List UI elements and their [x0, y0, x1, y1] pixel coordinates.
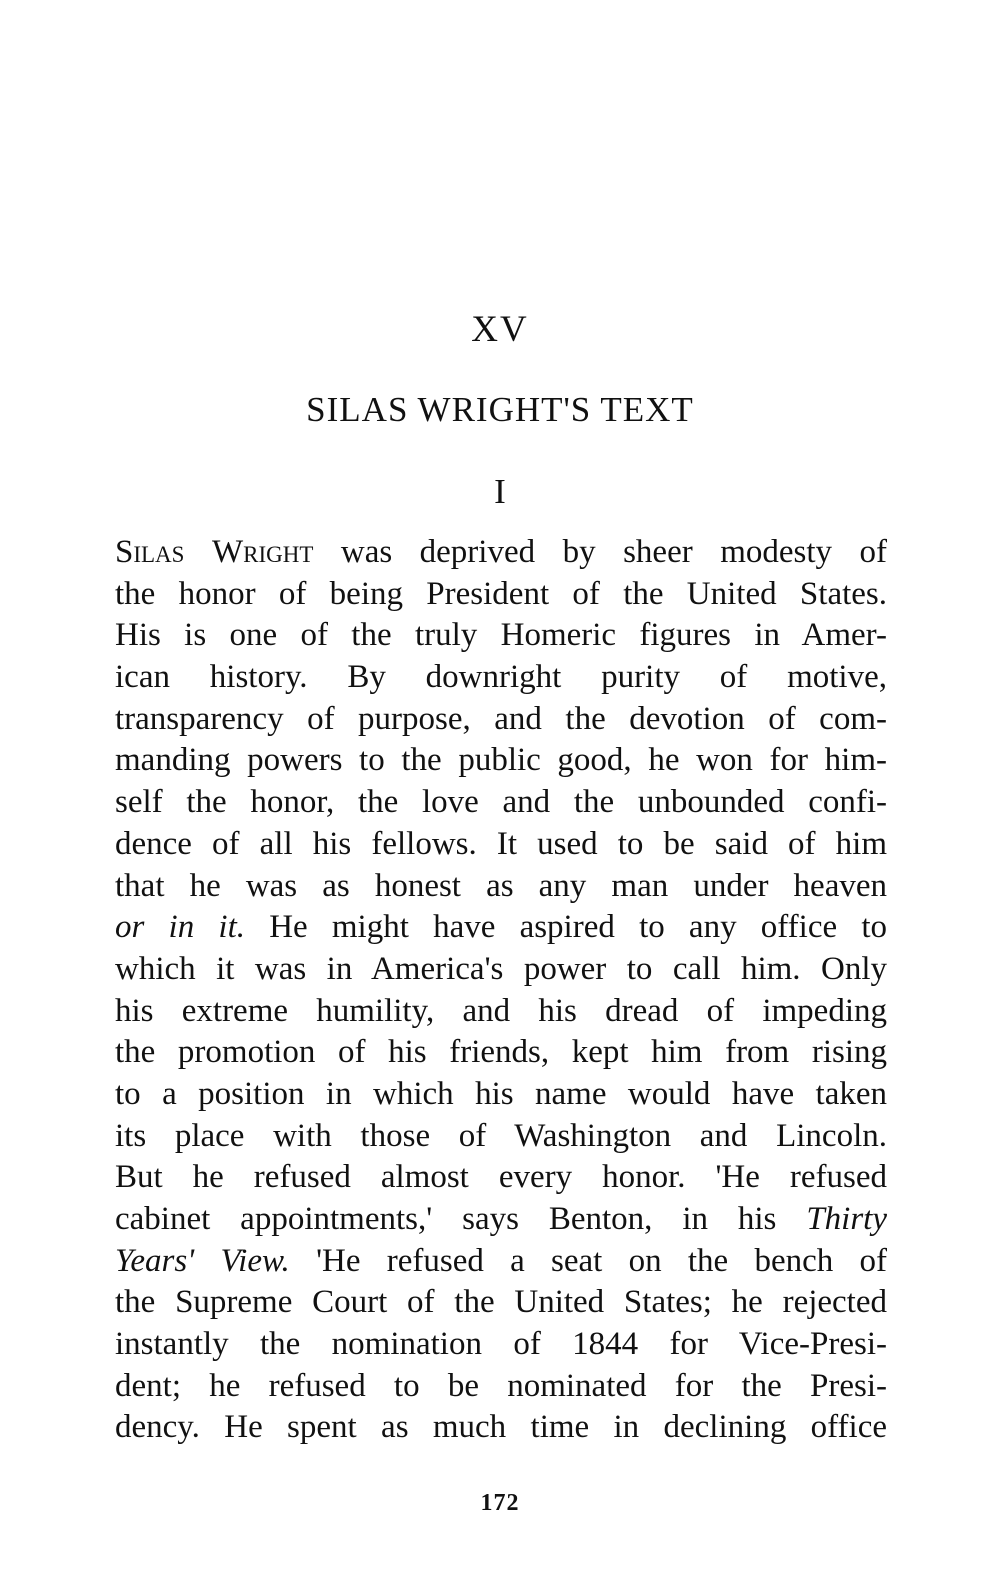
- text-fragment: 'He refused a seat on the bench of: [289, 1242, 887, 1279]
- italic-book-title: Thirty: [806, 1201, 887, 1237]
- text-line: which it was in America's power to call him. Only: [115, 950, 887, 987]
- text-line: dence of all his fellows. It used to be said of him: [115, 825, 887, 862]
- text-line: his extreme humility, and his dread of impeding: [115, 992, 887, 1029]
- text-line: the promotion of his friends, kept him from rising: [115, 1034, 887, 1071]
- text-line: its place with those of Washington and Lincoln.: [115, 1117, 887, 1154]
- text-line: dent; he refused to be nominated for the Presi-: [115, 1367, 887, 1404]
- chapter-title: SILAS WRIGHT'S TEXT: [306, 390, 694, 429]
- italic-book-title: Years' View.: [115, 1242, 290, 1279]
- text-line: instantly the nomination of 1844 for Vice-Presi-: [115, 1326, 887, 1363]
- text-line: [115, 1199, 887, 1241]
- text-line: to a position in which his name would have taken: [115, 1075, 887, 1112]
- text-line: that he was as honest as any man under heaven: [115, 867, 887, 904]
- body-paragraph: [115, 532, 887, 1449]
- text-line: self the honor, the love and the unbounded confi-: [115, 784, 887, 821]
- chapter-number: XV: [471, 309, 529, 350]
- small-caps-word: Wright: [211, 534, 314, 570]
- text-line: dency. He spent as much time in declining office: [115, 1409, 887, 1446]
- section-number: I: [494, 472, 506, 511]
- text-line: the honor of being President of the United States.: [115, 575, 887, 612]
- text-fragment: He might have aspired to any office to: [245, 909, 887, 946]
- text-line: manding powers to the public good, he won for him-: [115, 742, 887, 779]
- page-number: 172: [480, 1490, 520, 1516]
- text-line: His is one of the truly Homeric figures in Amer-: [115, 617, 887, 654]
- text-line: the Supreme Court of the United States; he rejected: [115, 1284, 887, 1321]
- text-fragment: cabinet appointments,' says Benton, in his: [115, 1201, 807, 1237]
- text-fragment: was deprived by sheer modesty of: [313, 534, 887, 570]
- text-line: [115, 1241, 887, 1283]
- small-caps-word: Silas: [115, 534, 185, 570]
- text-line: transparency of purpose, and the devotion of com-: [115, 700, 887, 737]
- text-line: [115, 532, 887, 574]
- text-line: [115, 907, 887, 949]
- text-line: But he refused almost every honor. 'He refused: [115, 1159, 887, 1196]
- text-line: ican history. By downright purity of motive,: [115, 659, 887, 696]
- italic-phrase: or in it.: [115, 909, 245, 946]
